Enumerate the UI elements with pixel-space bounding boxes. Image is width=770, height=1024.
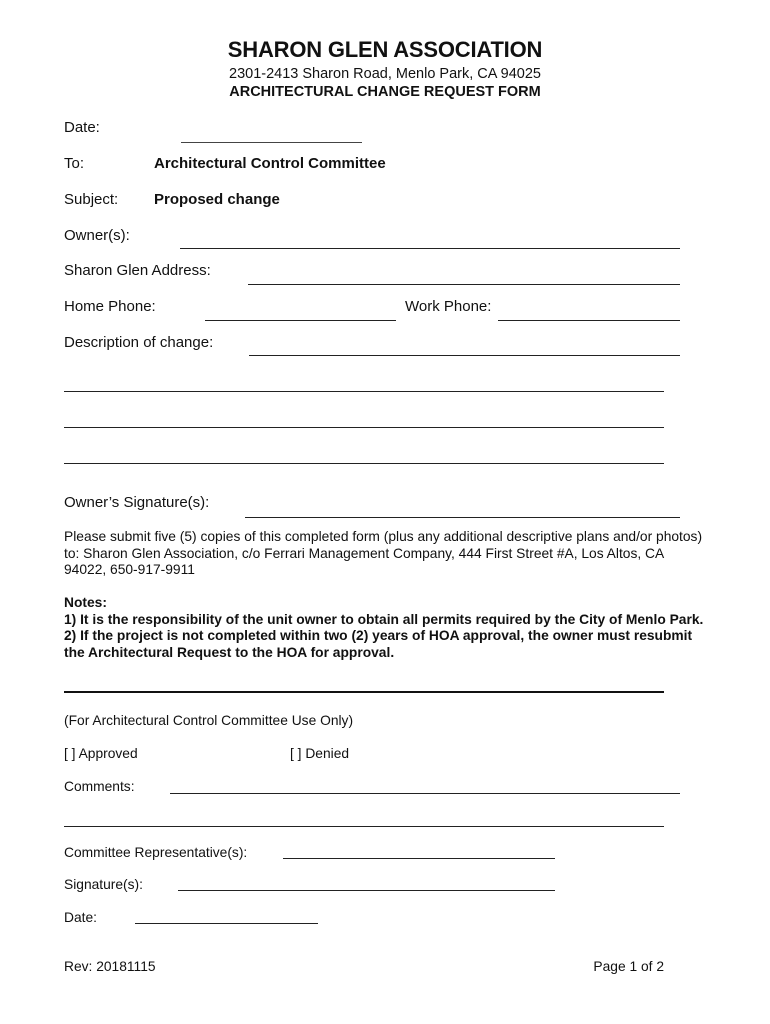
committee-representative-label: Committee Representative(s): — [64, 845, 248, 860]
description-field-line-3[interactable] — [64, 427, 664, 428]
instructions-line-3: 94022, 650-917-9911 — [64, 562, 195, 577]
work-phone-field[interactable] — [498, 320, 680, 321]
page-number: Page 1 of 2 — [593, 959, 664, 974]
committee-signature-label: Signature(s): — [64, 877, 143, 892]
committee-use-heading: (For Architectural Control Committee Use Only) — [64, 713, 354, 728]
to-label: To: — [64, 155, 85, 172]
description-field-line-1[interactable] — [249, 355, 680, 356]
association-address: 2301-2413 Sharon Road, Menlo Park, CA 94025 — [229, 66, 541, 82]
subject-label: Subject: — [64, 191, 119, 208]
description-label: Description of change: — [64, 334, 214, 351]
revision-number: Rev: 20181115 — [64, 959, 156, 974]
home-phone-label: Home Phone: — [64, 298, 156, 315]
comments-field-line-2[interactable] — [64, 826, 664, 827]
work-phone-label: Work Phone: — [405, 298, 492, 315]
date-label: Date: — [64, 119, 100, 136]
committee-date-field[interactable] — [135, 923, 318, 924]
section-divider — [64, 691, 664, 693]
notes-line-1: 1) It is the responsibility of the unit owner to obtain all permits required by the City of Menlo Park. — [64, 611, 704, 627]
notes-heading: Notes: — [64, 595, 107, 610]
owners-field[interactable] — [180, 248, 680, 249]
committee-representative-field[interactable] — [283, 858, 555, 859]
to-value: Architectural Control Committee — [154, 155, 386, 172]
sharon-glen-address-label: Sharon Glen Address: — [64, 262, 211, 279]
description-field-line-4[interactable] — [64, 463, 664, 464]
instructions-line-2: to: Sharon Glen Association, c/o Ferrari Management Company, 444 First Street #A, Los Altos, CA — [64, 545, 665, 561]
approved-checkbox[interactable]: [ ] Approved — [64, 746, 138, 761]
comments-field-line-1[interactable] — [170, 793, 680, 794]
denied-checkbox[interactable]: [ ] Denied — [290, 746, 350, 761]
notes-section — [64, 595, 724, 661]
date-field[interactable] — [181, 142, 362, 143]
home-phone-field[interactable] — [205, 320, 396, 321]
description-field-line-2[interactable] — [64, 391, 664, 392]
committee-signature-field[interactable] — [178, 890, 555, 891]
owner-signature-field[interactable] — [245, 517, 680, 518]
form-title: SHARON GLEN ASSOCIATION — [227, 37, 543, 62]
sharon-glen-address-field[interactable] — [248, 284, 680, 285]
notes-line-2: 2) If the project is not completed within two (2) years of HOA approval, the owner must resubmit — [64, 628, 693, 643]
notes-line-3: the Architectural Request to the HOA for approval. — [64, 644, 395, 660]
subject-value: Proposed change — [154, 191, 280, 208]
form-name: ARCHITECTURAL CHANGE REQUEST FORM — [229, 84, 541, 100]
owner-signature-label: Owner’s Signature(s): — [64, 494, 210, 511]
committee-date-label: Date: — [64, 910, 97, 925]
submission-instructions — [64, 529, 724, 579]
comments-label: Comments: — [64, 779, 135, 794]
owners-label: Owner(s): — [64, 227, 130, 244]
instructions-line-1: Please submit five (5) copies of this completed form (plus any additional descriptive plans and/or photos) — [64, 529, 703, 544]
